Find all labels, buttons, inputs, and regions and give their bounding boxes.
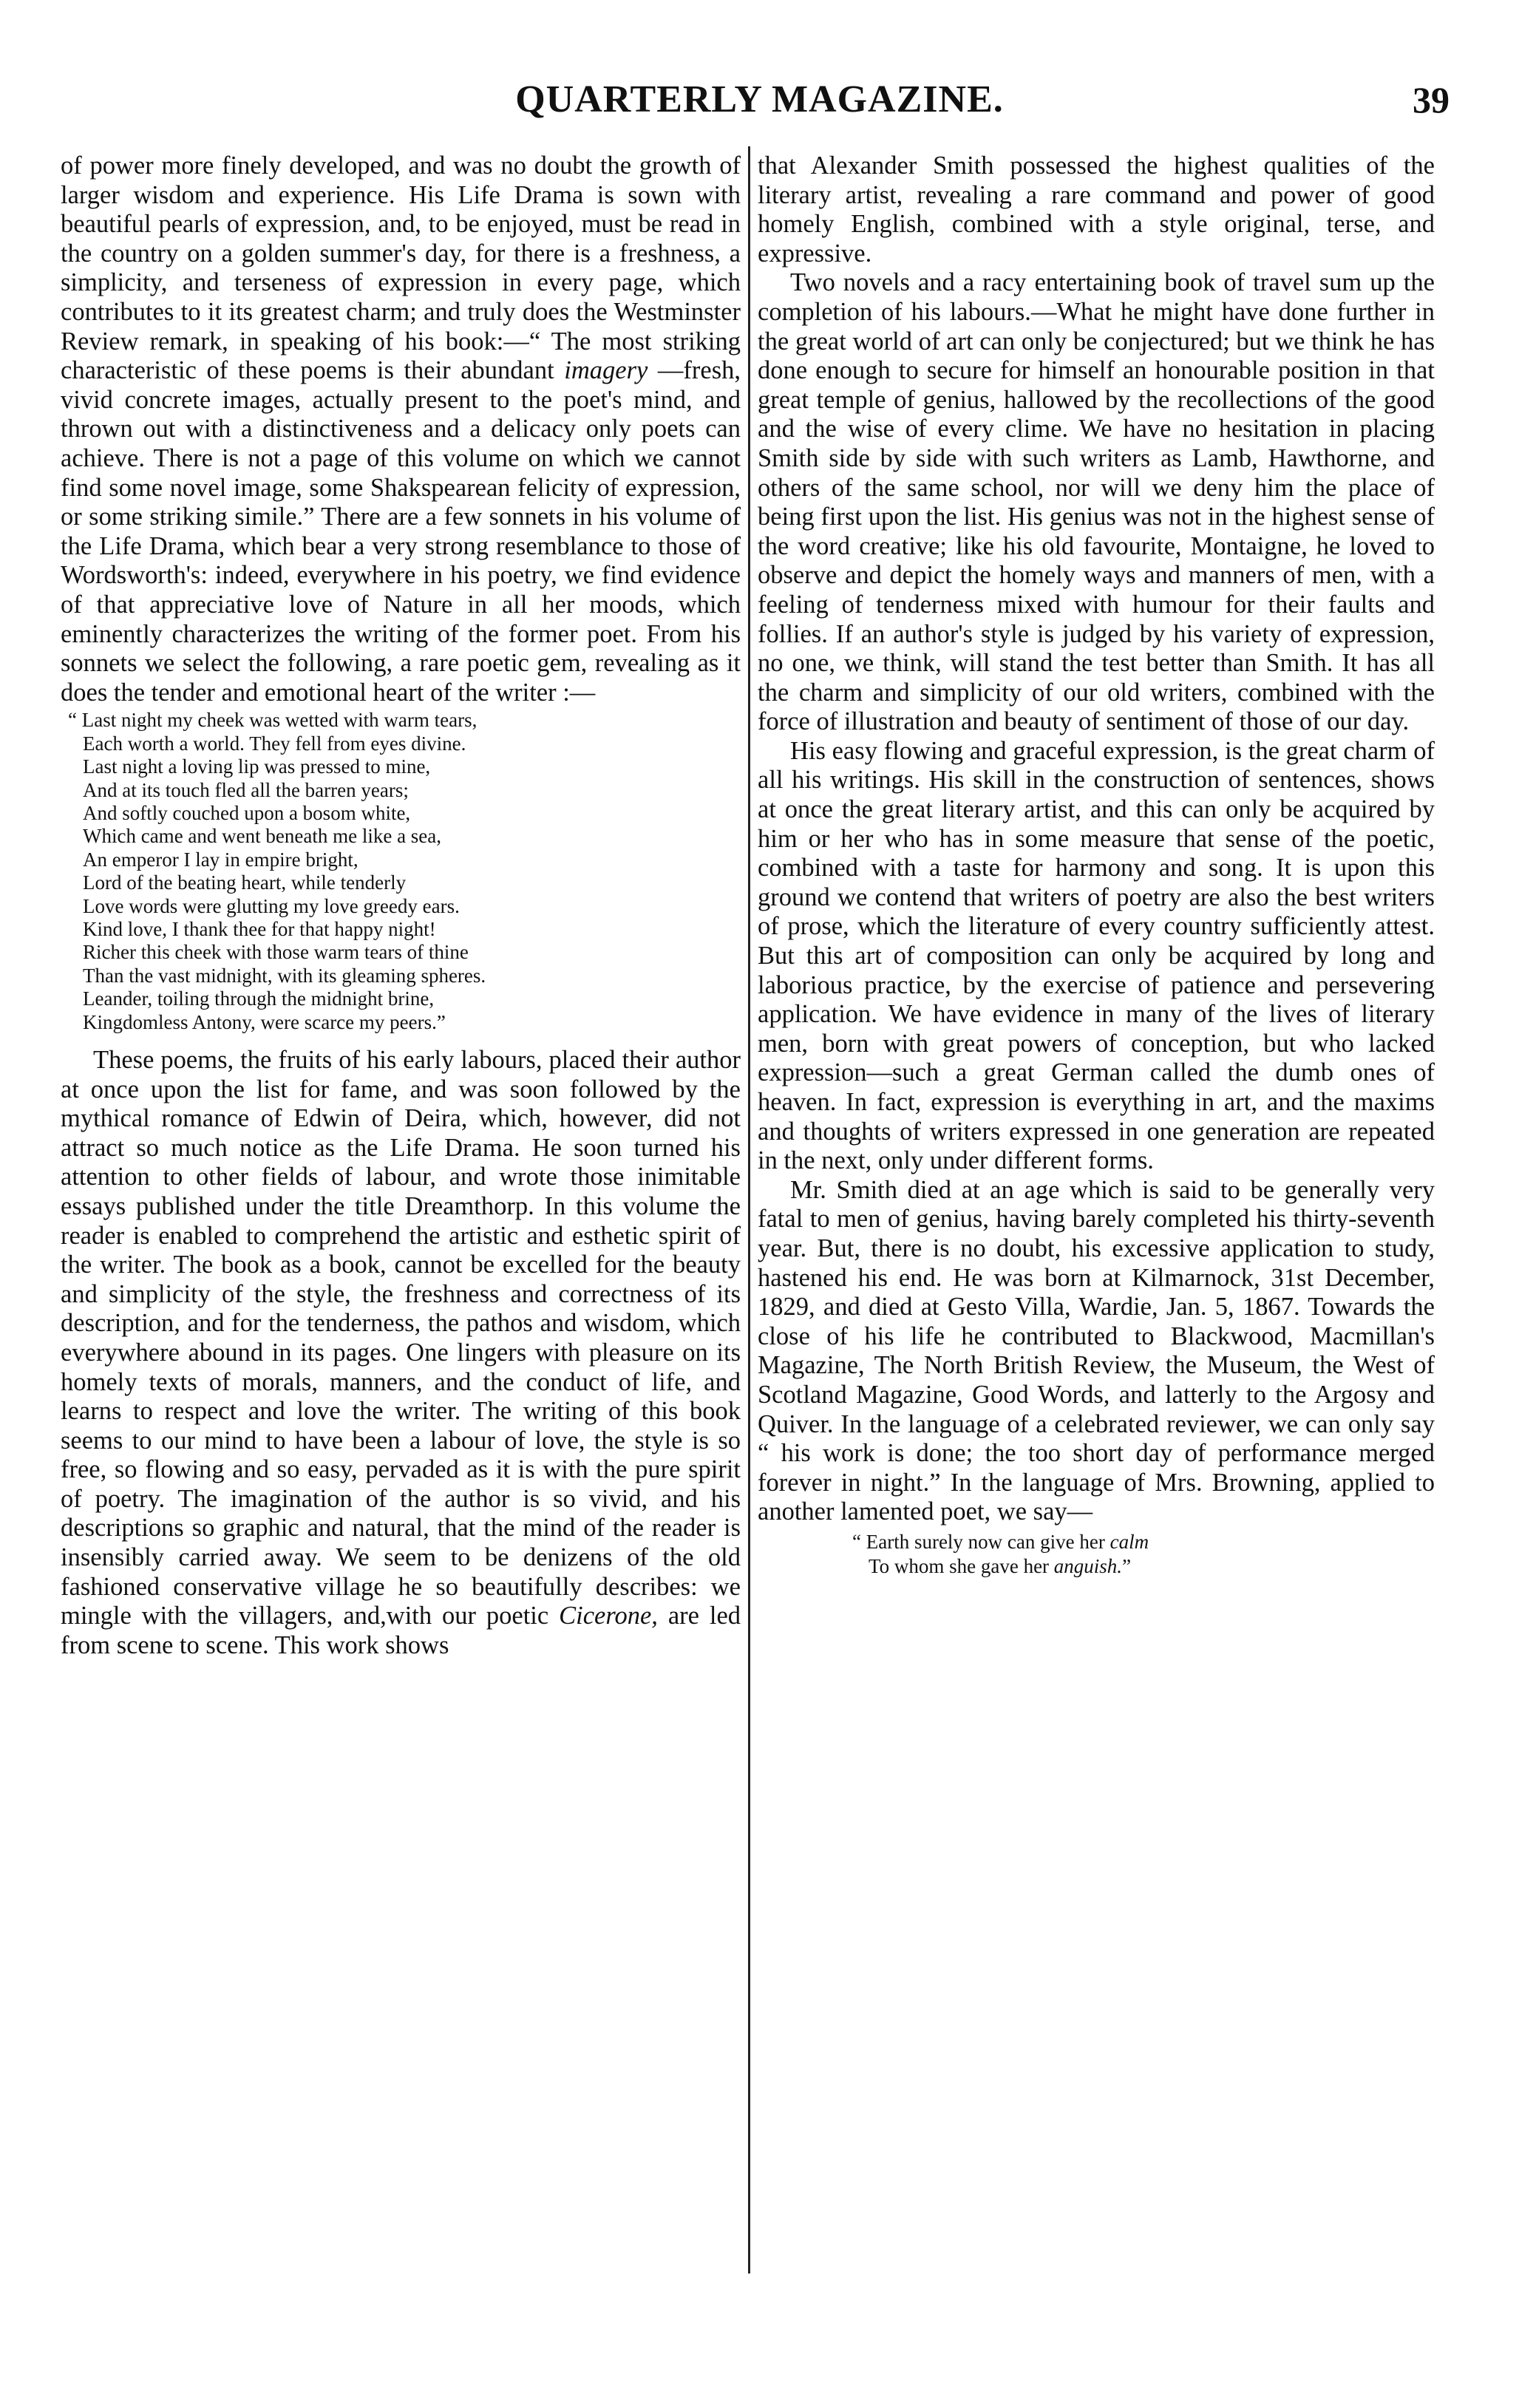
- right-paragraph-3: His easy flowing and graceful expression, is the great charm of all his writings. His skill in the construction of sentences, shows at once the great literary artist, and this can only be acquired by him or her who has in some measure that sense of the poetic, combined with a taste for harmony and song. It is upon this ground we contend that writers of poetry are also the best writers of prose, which the literature of every country sufficiently attest. But this art of composition can only be acquired by long and laborious practice, by the exercise of patience and persevering application. We have evidence in many of the lives of literary men, born with great powers of conception, but who lacked expression—such a great German called the dumb ones of heaven. In fact, expression is everything in art, and the maxims and thoughts of writers expressed in one generation are repeated in the next, only under different forms.: [758, 736, 1435, 1175]
- verse-line: Which came and went beneath me like a sea,: [83, 825, 442, 848]
- column-divider: [748, 146, 750, 2273]
- verse-line: “ Last night my cheek was wetted with warm tears,: [68, 709, 478, 732]
- right-paragraph-4: Mr. Smith died at an age which is said to be generally very fatal to men of genius, having barely completed his thirty-seventh year. But, there is no doubt, his excessive application to study, hastened his end. He was born at Kilmarnock, 31st December, 1829, and died at Gesto Villa, Wardie, Jan. 5, 1867. Towards the close of his life he contributed to Blackwood, Macmillan's Magazine, The North British Review, the Museum, the West of Scotland Magazine, Good Words, and latterly to the Argosy and Quiver. In the language of a celebrated reviewer, we can only say “ his work is done; the too short day of performance merged forever in night.” In the language of Mrs. Browning, applied to another lamented poet, we say—: [758, 1175, 1435, 1526]
- closing-verse-line-1: [758, 1530, 1435, 1554]
- verse-line: And at its touch fled all the barren years;: [83, 778, 409, 801]
- left-paragraph-2-emphasis: Cicerone,: [559, 1602, 658, 1630]
- left-column: [61, 152, 741, 1660]
- closing-verse-line-2-text: To whom she gave her: [869, 1554, 1050, 1577]
- verse-line: Richer this cheek with those warm tears of thine: [83, 941, 469, 964]
- right-paragraph-1: that Alexander Smith possessed the highest qualities of the literary artist, revealing a rare command and power of good homely English, combined with a style original, terse, and expressive.: [758, 152, 1435, 268]
- verse-line: Lord of the beating heart, while tenderly: [83, 871, 407, 894]
- verse-line: An emperor I lay in empire bright,: [83, 848, 358, 871]
- page-header: [0, 78, 1519, 122]
- left-paragraph-2-text: These poems, the fruits of his early labours, placed their author at once upon the list for fame, and was soon followed by the mythical romance of Edwin of Deira, which, however, did not attract so much notice as the Life Drama. He soon turned his attention to other fields of labour, and wrote those inimitable essays published under the title Dreamthorp. In this volume the reader is enabled to comprehend the artistic and esthetic spirit of the writer. The book as a book, cannot be excelled for the beauty and simplicity of the style, the freshness and correctness of its description, and for the tenderness, the pathos and wisdom, which everywhere abound in its pages. One lingers with pleasure on its homely texts of morals, manners, and the conduct of life, and learns to respect and love the writer. The writing of this book seems to our mind to have been a labour of love, the style is so free, so flowing and so easy, pervaded as it is with the pure spirit of poetry. The imagination of the author is so vivid, and his descriptions so graphic and natural, that the mind of the reader is insensibly carried away. We seem to be denizens of the old fashioned conservative village he so beautifully describes: we mingle with the villagers, and,with our poetic: [61, 1045, 741, 1630]
- browning-quote: [758, 1530, 1435, 1579]
- verse-line: And softly couched upon a bosom white,: [83, 801, 411, 824]
- verse-line: Kind love, I thank thee for that happy night!: [83, 917, 436, 940]
- verse-line: Last night a loving lip was pressed to mine,: [83, 755, 431, 778]
- left-paragraph-1-emphasis: imagery: [564, 356, 648, 385]
- verse-line: Leander, toiling through the midnight brine,: [83, 987, 435, 1010]
- left-paragraph-1-end: —fresh, vivid concrete images, actually present to the poet's mind, and thrown out with a distinctiveness and a delicacy only poets can achieve. There is not a page of this volume on which we cannot find some novel image, some Shakspearean felicity of expression, or some striking simile.” There are a few sonnets in his volume of the Life Drama, which bear a very strong resemblance to those of Wordsworth's: indeed, everywhere in his poetry, we find evidence of that appreciative love of Nature in all her moods, which eminently characterizes the writing of the former poet. From his sonnets we select the following, a rare poetic gem, revealing as it does the tender and emotional heart of the writer :—: [61, 356, 741, 707]
- right-column: [758, 152, 1435, 1579]
- verse-line: Kingdomless Antony, were scarce my peers.”: [83, 1010, 446, 1033]
- closing-verse-line-2-emphasis: anguish.: [1053, 1554, 1123, 1577]
- running-title: QUARTERLY MAGAZINE.: [515, 78, 1004, 120]
- closing-verse-line-1-emphasis: calm: [1109, 1530, 1149, 1553]
- left-paragraph-1: [61, 152, 741, 707]
- right-paragraph-2: Two novels and a racy entertaining book of travel sum up the completion of his labours.—What he might have done further in the great world of art can only be conjectured; but we think he has done enough to secure for himself an honourable position in that great temple of genius, hallowed by the recollections of the good and the wise of every clime. We have no hesitation in placing Smith side by side with such writers as Lamb, Hawthorne, and others of the same school, nor will we deny him the place of being first upon the list. His genius was not in the highest sense of the word creative; like his old favourite, Montaigne, he loved to observe and depict the homely ways and manners of men, with a feeling of tenderness mixed with humour for their faults and follies. If an author's style is judged by his variety of expression, no one, we think, will stand the test better than Smith. It has all the charm and simplicity of our old writers, combined with the force of illustration and beauty of sentiment of those of our day.: [758, 268, 1435, 736]
- closing-verse-line-1-text: “ Earth surely now can give her: [852, 1530, 1105, 1553]
- sonnet-quote: [61, 709, 741, 1034]
- closing-verse-line-2: [758, 1554, 1435, 1579]
- verse-line: Love words were glutting my love greedy ears.: [83, 894, 460, 917]
- left-paragraph-1-text: of power more finely developed, and was no doubt the growth of larger wisdom and experience. His Life Drama is sown with beautiful pearls of expression, and, to be enjoyed, must be read in the country on a golden summer's day, for there is a freshness, a simplicity, and terseness of expression in every page, which contributes to it its greatest charm; and truly does the Westminster Review remark, in speaking of his book:—“ The most striking characteristic of these poems is their abundant: [61, 152, 741, 385]
- verse-line: Than the vast midnight, with its gleaming spheres.: [83, 964, 486, 987]
- page-number: 39: [1413, 79, 1450, 120]
- left-paragraph-2: [61, 1046, 741, 1660]
- verse-line: Each worth a world. They fell from eyes divine.: [83, 732, 466, 755]
- left-paragraph-2-end: are led from scene to scene. This work shows: [61, 1602, 741, 1659]
- closing-verse-line-2-end: ”: [1122, 1554, 1132, 1577]
